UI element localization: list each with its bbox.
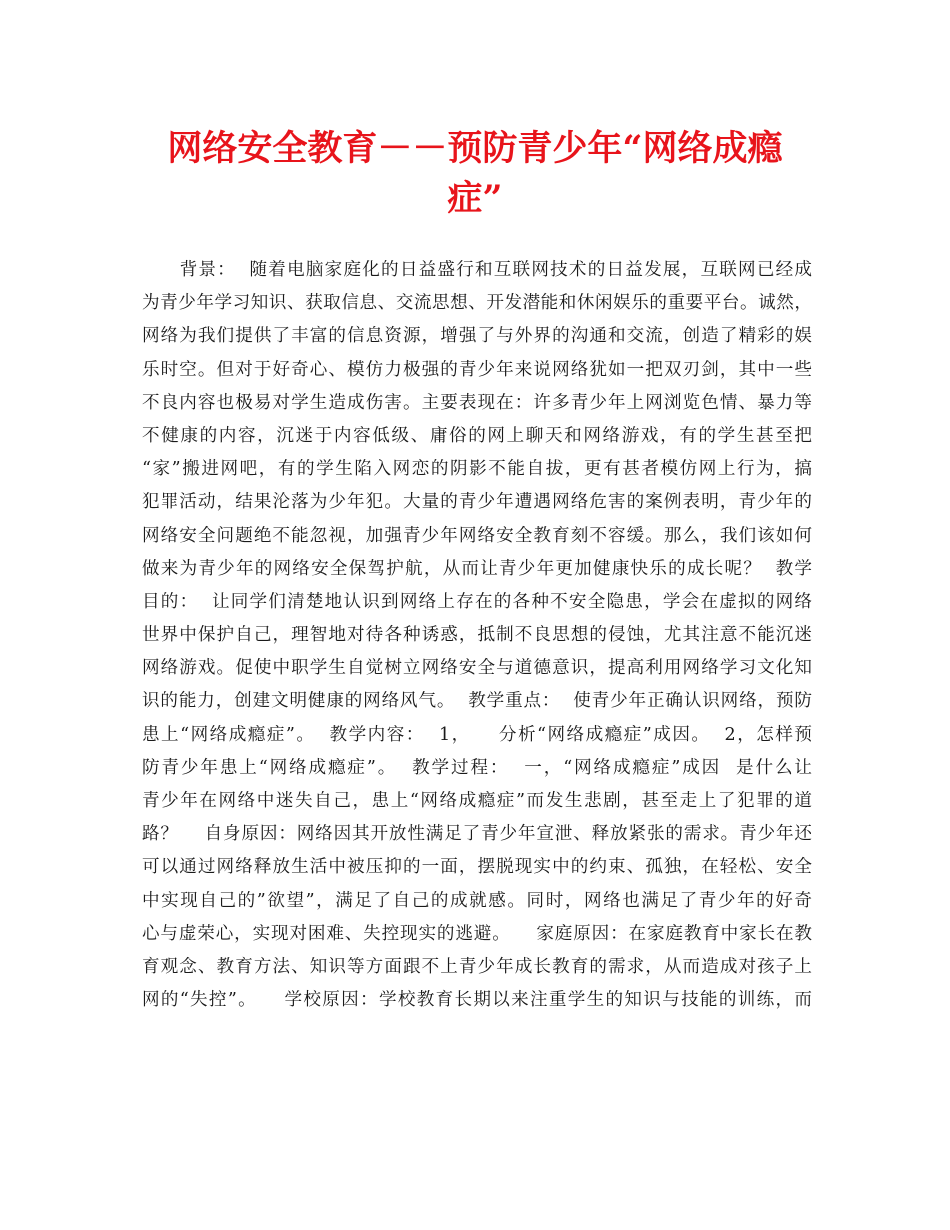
body-line: 识的能力，创建文明健康的网络风气。 教学重点： 使青少年正确认识网络，预防 <box>142 691 812 712</box>
body-line: 路？ 自身原因：网络因其开放性满足了青少年宣泄、释放紧张的需求。青少年还 <box>142 824 812 845</box>
document-title <box>130 124 820 224</box>
body-line: 做来为青少年的网络安全保驾护航，从而让青少年更加健康快乐的成长呢？ 教学 <box>142 558 812 579</box>
body-line: 网络安全问题绝不能忽视，加强青少年网络安全教育刻不容缓。那么，我们该如何 <box>142 525 812 546</box>
body-line: 防青少年患上“网络成瘾症”。 教学过程： 一，“网络成瘾症”成因 是什么让 <box>142 757 812 778</box>
body-line: 青少年在网络中迷失自己，患上“网络成瘾症”而发生悲剧，甚至走上了犯罪的道 <box>142 791 812 811</box>
body-line: 心与虚荣心，实现对困难、失控现实的逃避。 家庭原因：在家庭教育中家长在教 <box>142 923 812 944</box>
body-line: 育观念、教育方法、知识等方面跟不上青少年成长教育的需求，从而造成对孩子上 <box>142 956 812 977</box>
body-line: 不良内容也极易对学生造成伤害。主要表现在：许多青少年上网浏览色情、暴力等 <box>142 392 812 413</box>
body-line: 网络为我们提供了丰富的信息资源，增强了与外界的沟通和交流，创造了精彩的娱 <box>142 326 812 347</box>
body-line: 网的“失控”。 学校原因：学校教育长期以来注重学生的知识与技能的训练，而 <box>142 990 812 1011</box>
body-line: “家”搬进网吧，有的学生陷入网恋的阴影不能自拔，更有甚者模仿网上行为，搞 <box>142 459 812 480</box>
body-line: 世界中保护自己，理智地对待各种诱惑，抵制不良思想的侵蚀，尤其注意不能沉迷 <box>142 625 812 646</box>
body-line: 乐时空。但对于好奇心、模仿力极强的青少年来说网络犹如一把双刃剑，其中一些 <box>142 359 812 380</box>
body-line: 中实现自己的”欲望”，满足了自己的成就感。同时，网络也满足了青少年的好奇 <box>142 890 812 911</box>
body-line: 可以通过网络释放生活中被压抑的一面，摆脱现实中的约束、孤独，在轻松、安全 <box>142 857 812 878</box>
body-line: 犯罪活动，结果沦落为少年犯。大量的青少年遭遇网络危害的案例表明，青少年的 <box>142 492 812 513</box>
body-line: 为青少年学习知识、获取信息、交流思想、开发潜能和休闲娱乐的重要平台。诚然， <box>142 293 812 314</box>
body-line: 患上“网络成瘾症”。 教学内容： 1， 分析“网络成瘾症”成因。 2，怎样预 <box>142 724 812 745</box>
body-line: 网络游戏。促使中职学生自觉树立网络安全与道德意识，提高利用网络学习文化知 <box>142 658 812 679</box>
body-line: 不健康的内容，沉迷于内容低级、庸俗的网上聊天和网络游戏，有的学生甚至把 <box>142 425 812 446</box>
body-paragraph <box>142 254 812 1017</box>
title-line-1: 网络安全教育－－预防青少年“网络成瘾 <box>167 128 783 169</box>
body-line: 目的： 让同学们清楚地认识到网络上存在的各种不安全隐患，学会在虚拟的网络 <box>142 591 812 612</box>
title-line-2: 症” <box>447 178 503 219</box>
body-line: 背景： 随着电脑家庭化的日益盛行和互联网技术的日益发展，互联网已经成 <box>142 260 812 280</box>
